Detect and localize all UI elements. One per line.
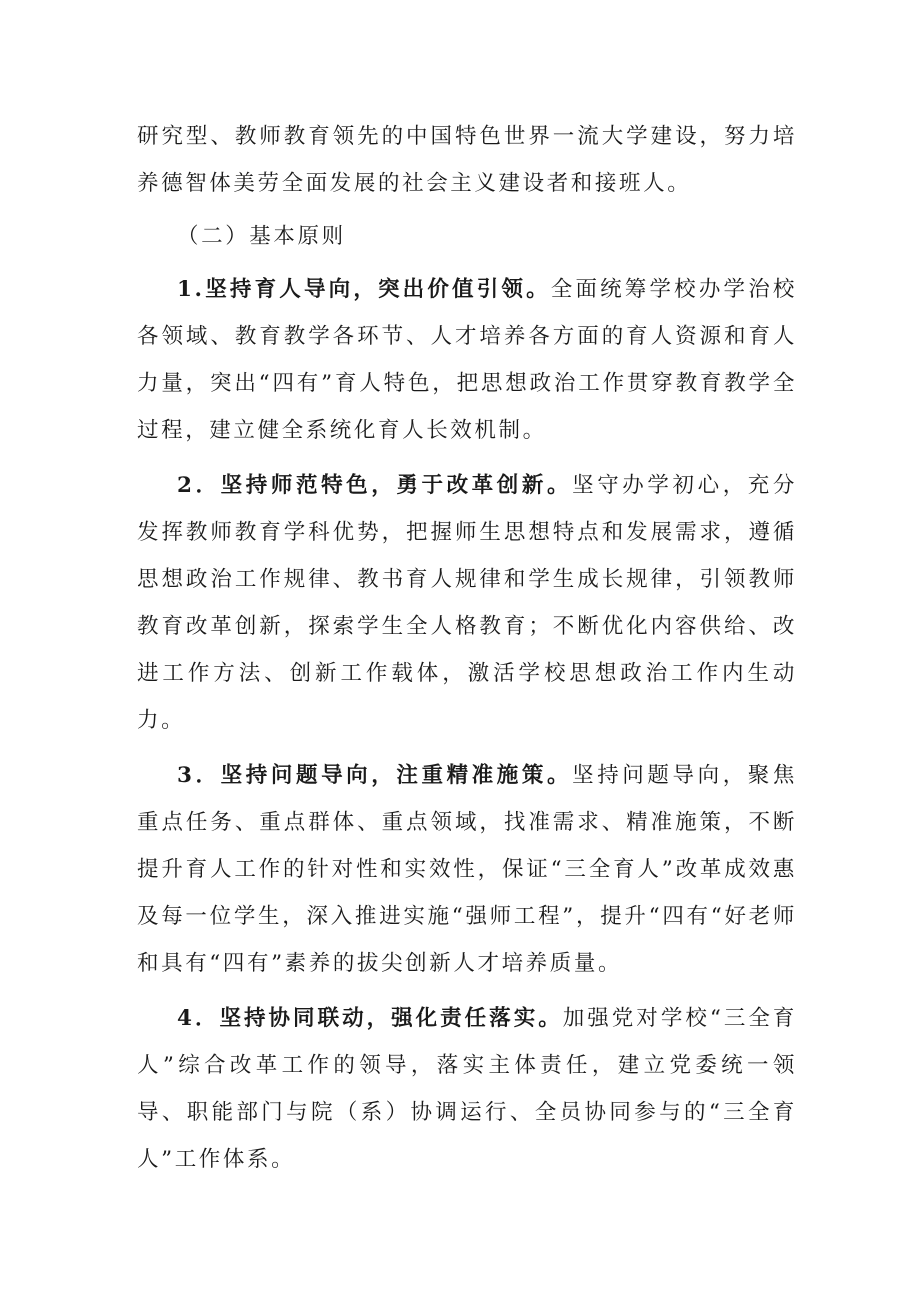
principle-2-lead: 坚持师范特色，勇于改革创新。 — [220, 473, 573, 498]
principle-2-number: 2． — [177, 473, 221, 498]
principle-1-number: 1. — [177, 277, 205, 302]
document-body — [137, 113, 797, 1191]
principle-1-lead: 坚持育人导向，突出价值引领。 — [204, 277, 551, 302]
principle-4 — [137, 995, 797, 1183]
principle-3-body: 坚持问题导向，聚焦重点任务、重点群体、重点领域，找准需求、精准施策，不断提升育人工作的针对性和实效性，保证“三全育人”改革成效惠及每一位学生，深入推进实施“强师工程”，提升“四有“好老师和具有“四有”素养的拔尖创新人才培养质量。 — [137, 763, 797, 976]
principle-3-number: 3． — [177, 763, 221, 788]
principle-4-number: 4． — [177, 1006, 220, 1031]
principle-1-body: 全面统筹学校办学治校各领域、教育教学各环节、人才培养各方面的育人资源和育人力量，突出“四有”育人特色，把思想政治工作贯穿教育教学全过程，建立健全系统化育人长效机制。 — [137, 277, 797, 443]
principle-1 — [137, 266, 797, 454]
principle-2-body: 坚守办学初心，充分发挥教师教育学科优势，把握师生思想特点和发展需求，遵循思想政治工作规律、教书育人规律和学生成长规律，引领教师教育改革创新，探索学生全人格教育；不断优化内容供给、改进工作方法、创新工作载体，激活学校思想政治工作内生动力。 — [137, 473, 797, 733]
principle-4-body: 加强党对学校“三全育人”综合改革工作的领导，落实主体责任，建立党委统一领导、职能部门与院（系）协调运行、全员协同参与的“三全育人”工作体系。 — [137, 1006, 797, 1172]
section-heading: （二）基本原则 — [177, 224, 346, 249]
principle-2 — [137, 462, 797, 744]
intro-continuation: 研究型、教师教育领先的中国特色世界一流大学建设，努力培养德智体美劳全面发展的社会主义建设者和接班人。 — [137, 124, 797, 196]
principle-3 — [137, 752, 797, 987]
principle-3-lead: 坚持问题导向，注重精准施策。 — [220, 763, 573, 788]
principle-4-lead: 坚持协同联动，强化责任落实。 — [219, 1006, 563, 1031]
